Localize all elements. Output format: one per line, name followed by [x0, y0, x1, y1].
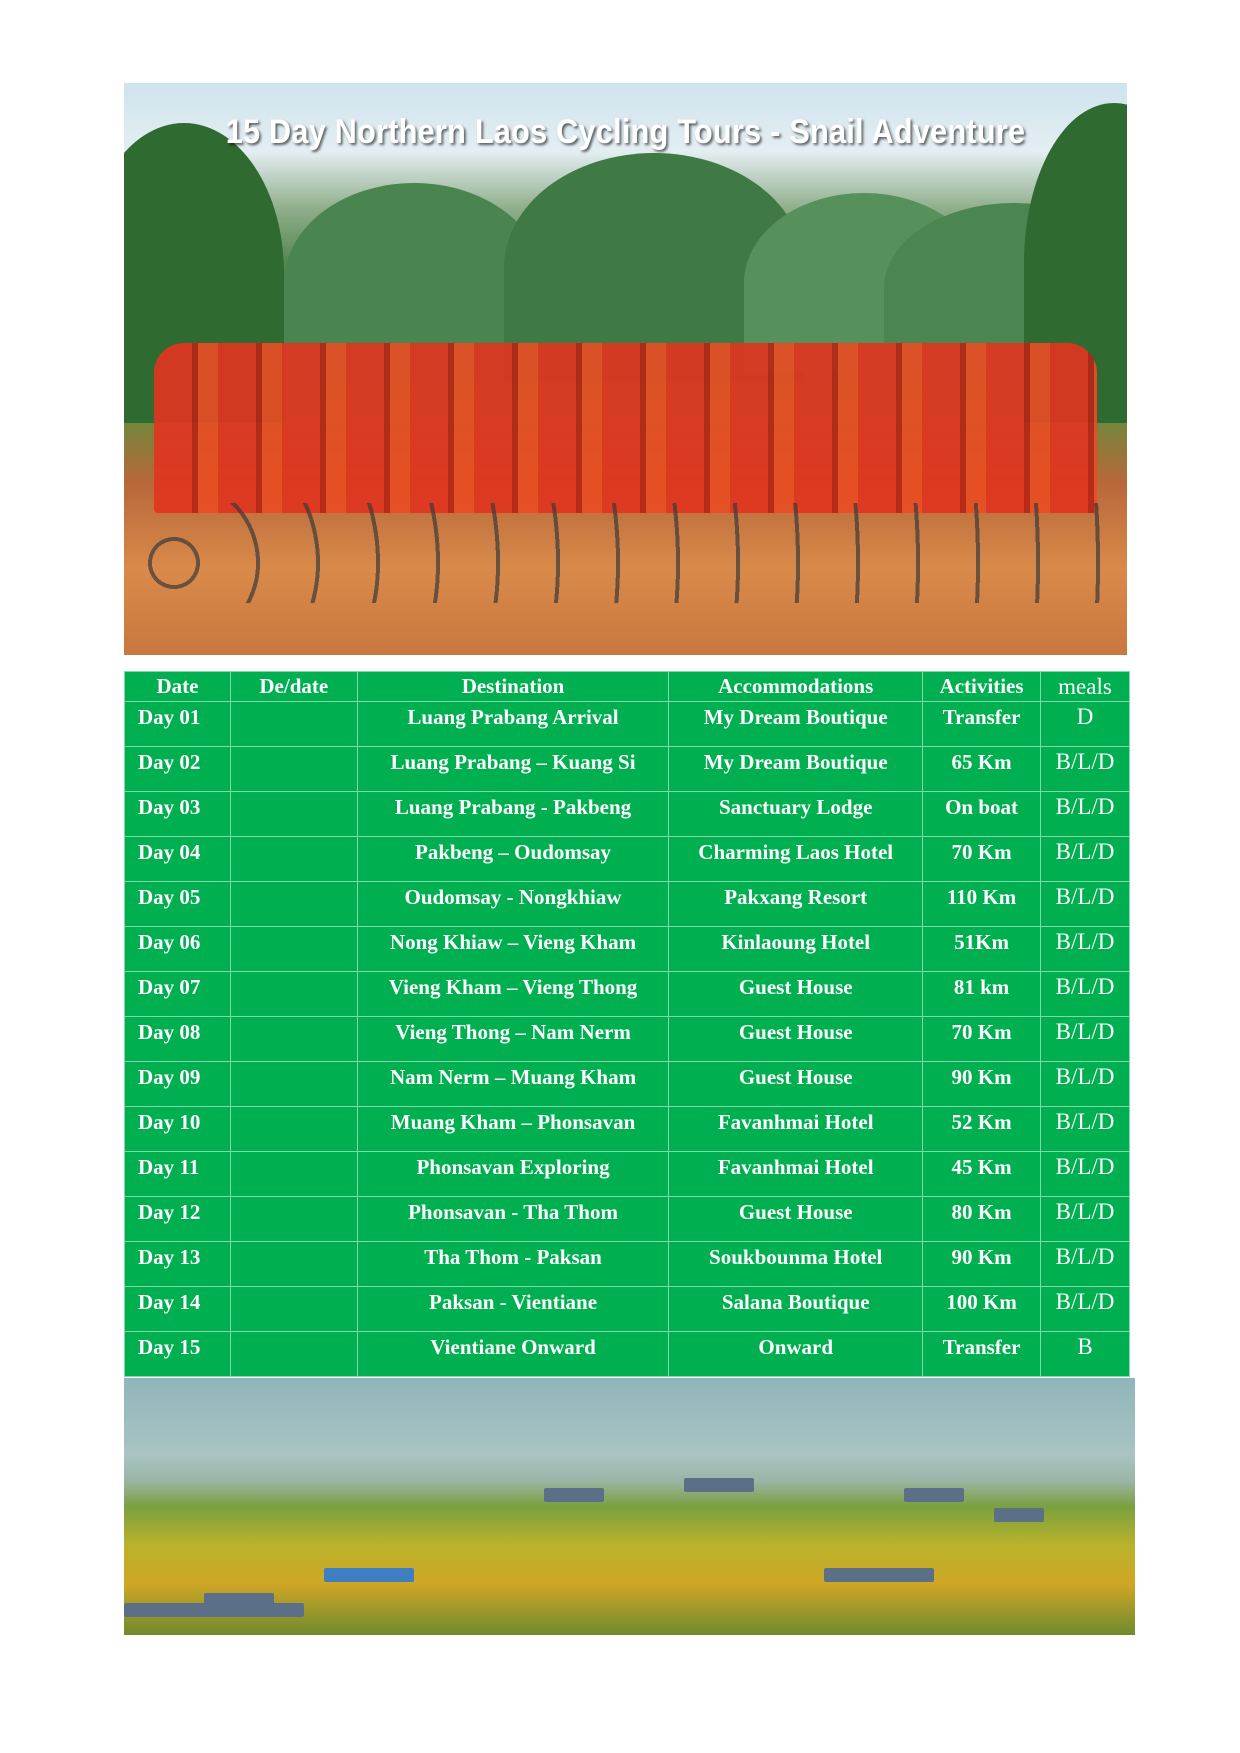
- table-row: [125, 702, 1130, 747]
- activity-cell: 52 Km: [923, 1107, 1041, 1152]
- meals-cell: B/L/D: [1041, 1197, 1130, 1242]
- dedate-cell: [230, 927, 357, 972]
- date-cell: Day 02: [125, 747, 231, 792]
- destination-cell: Paksan - Vientiane: [357, 1287, 669, 1332]
- meals-cell: D: [1041, 702, 1130, 747]
- accommodation-cell: Kinlaoung Hotel: [669, 927, 923, 972]
- table-row: [125, 1197, 1130, 1242]
- table-row: [125, 837, 1130, 882]
- destination-cell: Tha Thom - Paksan: [357, 1242, 669, 1287]
- header-accommodations: Accommodations: [669, 672, 923, 702]
- destination-cell: Luang Prabang – Kuang Si: [357, 747, 669, 792]
- dedate-cell: [230, 1152, 357, 1197]
- accommodation-cell: Soukbounma Hotel: [669, 1242, 923, 1287]
- meals-cell: B/L/D: [1041, 792, 1130, 837]
- cyclists-group-photo: [124, 83, 1127, 655]
- table-row: [125, 1062, 1130, 1107]
- accommodation-cell: Charming Laos Hotel: [669, 837, 923, 882]
- meals-cell: B/L/D: [1041, 882, 1130, 927]
- meals-cell: B/L/D: [1041, 747, 1130, 792]
- destination-cell: Pakbeng – Oudomsay: [357, 837, 669, 882]
- itinerary-table: [124, 671, 1130, 1377]
- dedate-cell: [230, 1107, 357, 1152]
- dedate-cell: [230, 1197, 357, 1242]
- activity-cell: 80 Km: [923, 1197, 1041, 1242]
- header-date: Date: [125, 672, 231, 702]
- date-cell: Day 03: [125, 792, 231, 837]
- accommodation-cell: Onward: [669, 1332, 923, 1377]
- meals-cell: B/L/D: [1041, 1107, 1130, 1152]
- destination-cell: Phonsavan - Tha Thom: [357, 1197, 669, 1242]
- date-cell: Day 12: [125, 1197, 231, 1242]
- accommodation-cell: My Dream Boutique: [669, 747, 923, 792]
- destination-cell: Phonsavan Exploring: [357, 1152, 669, 1197]
- activity-cell: 51Km: [923, 927, 1041, 972]
- activity-cell: On boat: [923, 792, 1041, 837]
- table-row: [125, 927, 1130, 972]
- activity-cell: 70 Km: [923, 1017, 1041, 1062]
- destination-cell: Vientiane Onward: [357, 1332, 669, 1377]
- date-cell: Day 15: [125, 1332, 231, 1377]
- table-row: [125, 1107, 1130, 1152]
- date-cell: Day 08: [125, 1017, 231, 1062]
- table-header-row: [125, 672, 1130, 702]
- accommodation-cell: Guest House: [669, 1062, 923, 1107]
- header-destination: Destination: [357, 672, 669, 702]
- accommodation-cell: Sanctuary Lodge: [669, 792, 923, 837]
- activity-cell: 110 Km: [923, 882, 1041, 927]
- dedate-cell: [230, 1017, 357, 1062]
- date-cell: Day 14: [125, 1287, 231, 1332]
- table-row: [125, 1017, 1130, 1062]
- dedate-cell: [230, 972, 357, 1017]
- activity-cell: 45 Km: [923, 1152, 1041, 1197]
- dedate-cell: [230, 792, 357, 837]
- header-dedate: De/date: [230, 672, 357, 702]
- accommodation-cell: Favanhmai Hotel: [669, 1152, 923, 1197]
- activity-cell: Transfer: [923, 1332, 1041, 1377]
- rice-terraces-photo: [124, 1378, 1135, 1635]
- meals-cell: B/L/D: [1041, 1152, 1130, 1197]
- date-cell: Day 09: [125, 1062, 231, 1107]
- accommodation-cell: Guest House: [669, 1197, 923, 1242]
- activity-cell: 65 Km: [923, 747, 1041, 792]
- accommodation-cell: My Dream Boutique: [669, 702, 923, 747]
- table-row: [125, 882, 1130, 927]
- table-row: [125, 1152, 1130, 1197]
- meals-cell: B/L/D: [1041, 1062, 1130, 1107]
- activity-cell: 100 Km: [923, 1287, 1041, 1332]
- destination-cell: Nong Khiaw – Vieng Kham: [357, 927, 669, 972]
- accommodation-cell: Pakxang Resort: [669, 882, 923, 927]
- header-activities: Activities: [923, 672, 1041, 702]
- table-row: [125, 972, 1130, 1017]
- banner-title: 15 Day Northern Laos Cycling Tours - Snail Adventure: [225, 113, 1026, 151]
- meals-cell: B/L/D: [1041, 837, 1130, 882]
- header-meals: meals: [1041, 672, 1130, 702]
- destination-cell: Nam Nerm – Muang Kham: [357, 1062, 669, 1107]
- date-cell: Day 01: [125, 702, 231, 747]
- meals-cell: B/L/D: [1041, 1287, 1130, 1332]
- dedate-cell: [230, 747, 357, 792]
- destination-cell: Oudomsay - Nongkhiaw: [357, 882, 669, 927]
- date-cell: Day 04: [125, 837, 231, 882]
- meals-cell: B: [1041, 1332, 1130, 1377]
- accommodation-cell: Favanhmai Hotel: [669, 1107, 923, 1152]
- meals-cell: B/L/D: [1041, 927, 1130, 972]
- dedate-cell: [230, 1332, 357, 1377]
- activity-cell: Transfer: [923, 702, 1041, 747]
- table-row: [125, 1242, 1130, 1287]
- dedate-cell: [230, 837, 357, 882]
- activity-cell: 70 Km: [923, 837, 1041, 882]
- date-cell: Day 05: [125, 882, 231, 927]
- meals-cell: B/L/D: [1041, 972, 1130, 1017]
- destination-cell: Luang Prabang Arrival: [357, 702, 669, 747]
- activity-cell: 90 Km: [923, 1062, 1041, 1107]
- destination-cell: Vieng Kham – Vieng Thong: [357, 972, 669, 1017]
- table-row: [125, 1287, 1130, 1332]
- dedate-cell: [230, 1242, 357, 1287]
- date-cell: Day 06: [125, 927, 231, 972]
- meals-cell: B/L/D: [1041, 1242, 1130, 1287]
- meals-cell: B/L/D: [1041, 1017, 1130, 1062]
- date-cell: Day 10: [125, 1107, 231, 1152]
- dedate-cell: [230, 702, 357, 747]
- dedate-cell: [230, 882, 357, 927]
- date-cell: Day 13: [125, 1242, 231, 1287]
- destination-cell: Luang Prabang - Pakbeng: [357, 792, 669, 837]
- accommodation-cell: Guest House: [669, 972, 923, 1017]
- destination-cell: Muang Kham – Phonsavan: [357, 1107, 669, 1152]
- table-row: [125, 747, 1130, 792]
- cyclists: [154, 343, 1097, 513]
- bicycles: [144, 503, 1107, 603]
- activity-cell: 81 km: [923, 972, 1041, 1017]
- accommodation-cell: Salana Boutique: [669, 1287, 923, 1332]
- destination-cell: Vieng Thong – Nam Nerm: [357, 1017, 669, 1062]
- dedate-cell: [230, 1062, 357, 1107]
- table-row: [125, 792, 1130, 837]
- accommodation-cell: Guest House: [669, 1017, 923, 1062]
- date-cell: Day 07: [125, 972, 231, 1017]
- table-row: [125, 1332, 1130, 1377]
- date-cell: Day 11: [125, 1152, 231, 1197]
- activity-cell: 90 Km: [923, 1242, 1041, 1287]
- dedate-cell: [230, 1287, 357, 1332]
